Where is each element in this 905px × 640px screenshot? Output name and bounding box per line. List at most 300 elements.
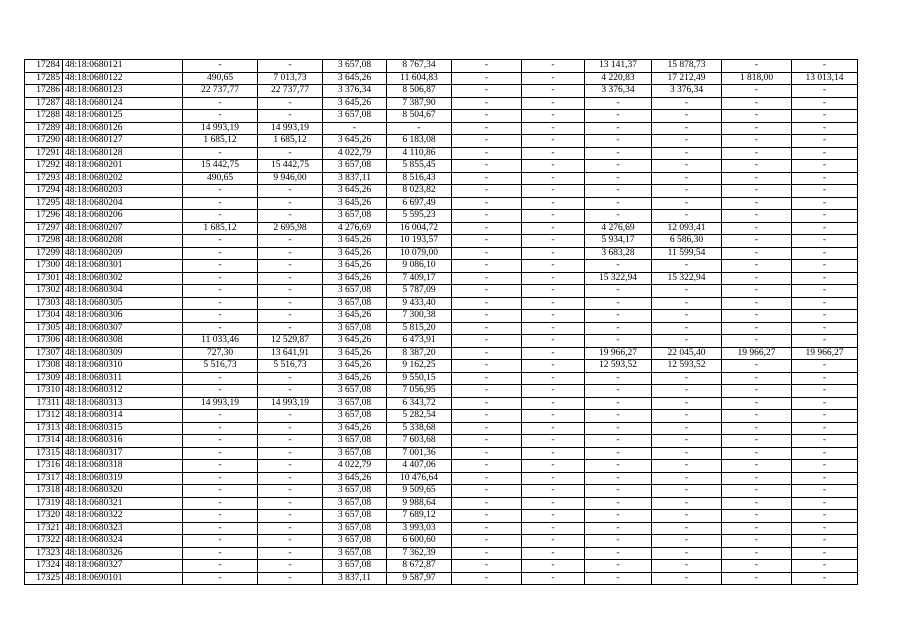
cell-col-12: -	[792, 160, 858, 173]
table-row	[25, 410, 858, 423]
cell-col-4: -	[258, 322, 323, 335]
cell-col-6: 5 787,09	[387, 285, 452, 298]
cell-col-3: -	[183, 185, 258, 198]
cell-col-11: -	[722, 472, 792, 485]
cell-col-5: 3 645,26	[323, 97, 387, 110]
cell-col-11: -	[722, 222, 792, 235]
cell-col-5: 3 657,08	[323, 410, 387, 423]
cell-col-5: 3 645,26	[323, 272, 387, 285]
cell-col-3: -	[183, 297, 258, 310]
cell-col-5: 3 645,26	[323, 372, 387, 385]
cell-col-10: -	[652, 397, 722, 410]
cell-col-12: 19 966,27	[792, 347, 858, 360]
cell-col-7: -	[452, 447, 522, 460]
cell-col-12: -	[792, 372, 858, 385]
cell-col-10: -	[652, 260, 722, 273]
cell-col-6: 5 815,20	[387, 322, 452, 335]
cell-col-6: 9 550,15	[387, 372, 452, 385]
cell-col-9: 4 220,83	[585, 72, 652, 85]
table-row	[25, 572, 858, 585]
cell-col-3: -	[183, 260, 258, 273]
cell-col-8: -	[522, 435, 585, 448]
cell-cadastral-number: 48:18:0680312	[63, 385, 183, 398]
cell-col-11: -	[722, 160, 792, 173]
cell-col-3: -	[183, 272, 258, 285]
cell-col-10: -	[652, 310, 722, 323]
cell-col-9: -	[585, 397, 652, 410]
table-row	[25, 435, 858, 448]
cell-col-7: -	[452, 222, 522, 235]
cell-col-12: -	[792, 172, 858, 185]
cell-col-6: 7 689,12	[387, 510, 452, 523]
cell-col-12: -	[792, 60, 858, 73]
cell-col-10: -	[652, 322, 722, 335]
cell-col-12: -	[792, 472, 858, 485]
cell-cadastral-number: 48:18:0680123	[63, 85, 183, 98]
cell-col-12: -	[792, 197, 858, 210]
cell-col-3: 5 516,73	[183, 360, 258, 373]
table-row	[25, 397, 858, 410]
cell-col-9: -	[585, 110, 652, 123]
cell-col-6: 7 300,38	[387, 310, 452, 323]
cell-col-4: -	[258, 485, 323, 498]
cell-col-8: -	[522, 410, 585, 423]
cell-col-7: -	[452, 435, 522, 448]
cell-col-8: -	[522, 535, 585, 548]
cell-col-10: -	[652, 547, 722, 560]
cell-col-8: -	[522, 360, 585, 373]
cell-col-11: -	[722, 485, 792, 498]
table-row	[25, 297, 858, 310]
cell-col-10: -	[652, 372, 722, 385]
cell-col-4: -	[258, 447, 323, 460]
cell-col-10: -	[652, 297, 722, 310]
cell-col-7: -	[452, 210, 522, 223]
table-row	[25, 485, 858, 498]
cell-cadastral-number: 48:18:0680207	[63, 222, 183, 235]
cell-col-11: -	[722, 497, 792, 510]
cell-col-9: 3 376,34	[585, 85, 652, 98]
cell-col-10: 17 212,49	[652, 72, 722, 85]
cell-col-6: 5 855,45	[387, 160, 452, 173]
cell-col-10: -	[652, 497, 722, 510]
cell-col-12: -	[792, 447, 858, 460]
cell-row-number: 17313	[25, 422, 63, 435]
cell-col-11: -	[722, 210, 792, 223]
cell-col-5: 3 657,08	[323, 285, 387, 298]
cell-cadastral-number: 48:18:0680311	[63, 372, 183, 385]
cell-col-11: 19 966,27	[722, 347, 792, 360]
cell-col-11: -	[722, 172, 792, 185]
cell-col-4: -	[258, 60, 323, 73]
cell-col-7: -	[452, 547, 522, 560]
cell-col-5: 3 657,08	[323, 60, 387, 73]
cell-col-11: -	[722, 572, 792, 585]
cell-col-8: -	[522, 247, 585, 260]
cell-col-6: 8 506,87	[387, 85, 452, 98]
cell-row-number: 17322	[25, 535, 63, 548]
cell-col-4: -	[258, 547, 323, 560]
cell-col-4: -	[258, 185, 323, 198]
cell-col-4: -	[258, 535, 323, 548]
cell-col-10: -	[652, 435, 722, 448]
cell-cadastral-number: 48:18:0680301	[63, 260, 183, 273]
cell-col-7: -	[452, 535, 522, 548]
cell-col-5: 3 657,08	[323, 110, 387, 123]
cell-col-4: -	[258, 522, 323, 535]
table-row	[25, 385, 858, 398]
cell-col-10: 12 093,41	[652, 222, 722, 235]
cell-row-number: 17299	[25, 247, 63, 260]
cell-col-3: -	[183, 410, 258, 423]
cell-col-7: -	[452, 422, 522, 435]
cell-col-5: 3 645,26	[323, 197, 387, 210]
cell-col-6: 5 282,54	[387, 410, 452, 423]
cell-col-4: -	[258, 197, 323, 210]
cell-col-8: -	[522, 397, 585, 410]
cell-col-3: -	[183, 147, 258, 160]
cell-cadastral-number: 48:18:0680305	[63, 297, 183, 310]
table-row	[25, 247, 858, 260]
cell-col-7: -	[452, 60, 522, 73]
cell-cadastral-number: 48:18:0680201	[63, 160, 183, 173]
cell-col-9: -	[585, 447, 652, 460]
cell-col-3: -	[183, 247, 258, 260]
cell-col-4: -	[258, 210, 323, 223]
cell-row-number: 17290	[25, 135, 63, 148]
cell-col-8: -	[522, 160, 585, 173]
cell-col-10: 11 599,54	[652, 247, 722, 260]
cell-col-11: -	[722, 560, 792, 573]
cell-col-10: -	[652, 97, 722, 110]
cell-col-9: -	[585, 97, 652, 110]
cell-col-8: -	[522, 447, 585, 460]
table-row	[25, 535, 858, 548]
table-row	[25, 110, 858, 123]
cell-col-10: -	[652, 197, 722, 210]
cell-col-8: -	[522, 422, 585, 435]
cell-col-11: 1 818,00	[722, 72, 792, 85]
cell-cadastral-number: 48:18:0680326	[63, 547, 183, 560]
cell-col-4: 12 529,87	[258, 335, 323, 348]
cell-col-3: -	[183, 97, 258, 110]
cell-col-12: -	[792, 572, 858, 585]
cell-col-8: -	[522, 522, 585, 535]
cell-col-4: 15 442,75	[258, 160, 323, 173]
cell-col-8: -	[522, 85, 585, 98]
cell-col-11: -	[722, 135, 792, 148]
cell-cadastral-number: 48:18:0680323	[63, 522, 183, 535]
cell-col-9: -	[585, 135, 652, 148]
cell-col-4: -	[258, 110, 323, 123]
cell-col-8: -	[522, 485, 585, 498]
cell-col-12: -	[792, 460, 858, 473]
cell-col-10: -	[652, 535, 722, 548]
cell-row-number: 17308	[25, 360, 63, 373]
cell-col-4: -	[258, 422, 323, 435]
cell-col-11: -	[722, 360, 792, 373]
table-row	[25, 310, 858, 323]
cell-col-3: -	[183, 460, 258, 473]
cell-col-7: -	[452, 472, 522, 485]
cell-col-10: 12 593,52	[652, 360, 722, 373]
cell-col-9: -	[585, 485, 652, 498]
cell-row-number: 17309	[25, 372, 63, 385]
cell-col-12: -	[792, 285, 858, 298]
cell-col-5: 3 837,11	[323, 572, 387, 585]
cell-col-8: -	[522, 285, 585, 298]
cell-cadastral-number: 48:18:0680319	[63, 472, 183, 485]
cell-col-7: -	[452, 460, 522, 473]
cell-col-11: -	[722, 97, 792, 110]
cell-col-10: -	[652, 172, 722, 185]
cell-col-8: -	[522, 147, 585, 160]
cell-col-7: -	[452, 335, 522, 348]
cell-col-12: -	[792, 485, 858, 498]
cell-col-6: 8 504,67	[387, 110, 452, 123]
cell-col-6: 9 587,97	[387, 572, 452, 585]
cell-cadastral-number: 48:18:0680203	[63, 185, 183, 198]
cell-col-3: -	[183, 510, 258, 523]
cell-col-12: -	[792, 410, 858, 423]
cell-col-11: -	[722, 122, 792, 135]
cell-row-number: 17310	[25, 385, 63, 398]
cell-col-7: -	[452, 285, 522, 298]
cell-col-11: -	[722, 422, 792, 435]
cell-row-number: 17302	[25, 285, 63, 298]
cell-row-number: 17284	[25, 60, 63, 73]
cell-col-5: 3 657,08	[323, 160, 387, 173]
table-row	[25, 122, 858, 135]
cell-col-12: -	[792, 560, 858, 573]
cell-col-7: -	[452, 410, 522, 423]
cell-col-4: 14 993,19	[258, 122, 323, 135]
table-row	[25, 210, 858, 223]
cell-col-5: 3 657,08	[323, 322, 387, 335]
cell-col-8: -	[522, 572, 585, 585]
cell-row-number: 17321	[25, 522, 63, 535]
cell-col-5: 3 657,08	[323, 510, 387, 523]
cell-col-5: 3 657,08	[323, 497, 387, 510]
cell-col-11: -	[722, 235, 792, 248]
cell-col-12: -	[792, 385, 858, 398]
cell-col-11: -	[722, 85, 792, 98]
table-row	[25, 135, 858, 148]
cell-col-12: -	[792, 235, 858, 248]
cell-col-5: 4 022,79	[323, 147, 387, 160]
cell-col-4: 2 695,98	[258, 222, 323, 235]
cell-col-6: 6 697,49	[387, 197, 452, 210]
cell-col-6: 6 343,72	[387, 397, 452, 410]
cell-col-9: -	[585, 547, 652, 560]
cell-col-6: 7 387,90	[387, 97, 452, 110]
cell-col-9: 12 593,52	[585, 360, 652, 373]
cell-col-3: 14 993,19	[183, 122, 258, 135]
cell-row-number: 17287	[25, 97, 63, 110]
cell-col-8: -	[522, 347, 585, 360]
cell-col-4: 5 516,73	[258, 360, 323, 373]
cell-col-12: -	[792, 272, 858, 285]
cell-col-7: -	[452, 360, 522, 373]
cell-col-10: -	[652, 460, 722, 473]
table-row	[25, 372, 858, 385]
cell-col-10: -	[652, 210, 722, 223]
cell-col-4: -	[258, 460, 323, 473]
cell-col-5: 3 645,26	[323, 72, 387, 85]
cell-col-7: -	[452, 197, 522, 210]
cell-col-9: -	[585, 572, 652, 585]
cell-col-6: 10 193,57	[387, 235, 452, 248]
cell-col-10: -	[652, 560, 722, 573]
cell-row-number: 17304	[25, 310, 63, 323]
cell-row-number: 17289	[25, 122, 63, 135]
cell-col-6: -	[387, 122, 452, 135]
cell-col-11: -	[722, 322, 792, 335]
cell-col-8: -	[522, 97, 585, 110]
cell-row-number: 17314	[25, 435, 63, 448]
cell-col-9: -	[585, 147, 652, 160]
cell-row-number: 17306	[25, 335, 63, 348]
cell-col-10: 22 045,40	[652, 347, 722, 360]
cell-col-8: -	[522, 172, 585, 185]
cell-row-number: 17315	[25, 447, 63, 460]
cell-col-10: -	[652, 185, 722, 198]
cell-col-5: 3 645,26	[323, 360, 387, 373]
cell-col-9: -	[585, 322, 652, 335]
cell-cadastral-number: 48:18:0680317	[63, 447, 183, 460]
cell-col-5: 3 657,08	[323, 485, 387, 498]
cell-row-number: 17323	[25, 547, 63, 560]
cell-row-number: 17307	[25, 347, 63, 360]
cell-cadastral-number: 48:18:0680327	[63, 560, 183, 573]
cell-col-3: -	[183, 447, 258, 460]
cell-col-11: -	[722, 397, 792, 410]
cell-col-12: -	[792, 97, 858, 110]
cell-col-6: 16 004,72	[387, 222, 452, 235]
cell-col-6: 11 604,83	[387, 72, 452, 85]
cell-cadastral-number: 48:18:0680202	[63, 172, 183, 185]
table-row	[25, 497, 858, 510]
cell-row-number: 17305	[25, 322, 63, 335]
cell-col-3: -	[183, 560, 258, 573]
cell-col-10: -	[652, 110, 722, 123]
cell-row-number: 17319	[25, 497, 63, 510]
cell-col-10: -	[652, 510, 722, 523]
cell-row-number: 17311	[25, 397, 63, 410]
table-row	[25, 360, 858, 373]
cell-col-10: -	[652, 147, 722, 160]
cell-col-3: -	[183, 535, 258, 548]
cell-col-7: -	[452, 85, 522, 98]
cell-col-12: -	[792, 522, 858, 535]
cell-col-6: 5 338,68	[387, 422, 452, 435]
cell-col-12: -	[792, 210, 858, 223]
cell-col-3: -	[183, 497, 258, 510]
table-row	[25, 447, 858, 460]
cell-col-8: -	[522, 385, 585, 398]
cell-col-11: -	[722, 460, 792, 473]
cell-col-10: -	[652, 422, 722, 435]
table-row	[25, 235, 858, 248]
cell-col-9: -	[585, 385, 652, 398]
table-row	[25, 147, 858, 160]
cell-col-9: -	[585, 160, 652, 173]
cell-col-6: 7 362,39	[387, 547, 452, 560]
cell-row-number: 17317	[25, 472, 63, 485]
cell-cadastral-number: 48:18:0680320	[63, 485, 183, 498]
cell-col-6: 6 473,91	[387, 335, 452, 348]
cell-col-6: 8 516,43	[387, 172, 452, 185]
table-row	[25, 510, 858, 523]
cell-col-12: -	[792, 310, 858, 323]
cell-row-number: 17286	[25, 85, 63, 98]
cell-col-5: 3 657,08	[323, 297, 387, 310]
cell-col-3: -	[183, 472, 258, 485]
cell-col-9: -	[585, 172, 652, 185]
cell-col-5: 3 645,26	[323, 335, 387, 348]
cell-col-12: -	[792, 85, 858, 98]
cell-col-11: -	[722, 310, 792, 323]
cell-col-11: -	[722, 447, 792, 460]
cell-col-3: -	[183, 197, 258, 210]
cell-cadastral-number: 48:18:0680314	[63, 410, 183, 423]
cell-col-3: -	[183, 310, 258, 323]
cell-col-5: 3 645,26	[323, 310, 387, 323]
cell-col-4: -	[258, 385, 323, 398]
cell-col-4: -	[258, 472, 323, 485]
cell-col-3: -	[183, 235, 258, 248]
cell-cadastral-number: 48:18:0680208	[63, 235, 183, 248]
cell-cadastral-number: 48:18:0680316	[63, 435, 183, 448]
cell-col-7: -	[452, 272, 522, 285]
cell-col-5: 4 022,79	[323, 460, 387, 473]
cell-col-7: -	[452, 297, 522, 310]
cell-col-11: -	[722, 522, 792, 535]
cell-col-6: 9 433,40	[387, 297, 452, 310]
cell-col-3: 490,65	[183, 72, 258, 85]
cell-col-8: -	[522, 460, 585, 473]
cell-row-number: 17303	[25, 297, 63, 310]
cell-col-5: 3 657,08	[323, 397, 387, 410]
cell-col-11: -	[722, 247, 792, 260]
cell-col-10: -	[652, 160, 722, 173]
cell-col-4: -	[258, 310, 323, 323]
cell-col-3: 727,30	[183, 347, 258, 360]
cell-col-4: 22 737,77	[258, 85, 323, 98]
cell-col-5: 4 276,69	[323, 222, 387, 235]
cell-col-8: -	[522, 122, 585, 135]
cell-col-12: -	[792, 510, 858, 523]
cell-row-number: 17285	[25, 72, 63, 85]
cell-col-8: -	[522, 235, 585, 248]
cell-row-number: 17324	[25, 560, 63, 573]
cell-col-8: -	[522, 135, 585, 148]
cell-col-3: 11 033,46	[183, 335, 258, 348]
cell-col-6: 8 672,87	[387, 560, 452, 573]
cell-col-12: -	[792, 547, 858, 560]
table-row	[25, 422, 858, 435]
cell-col-4: -	[258, 497, 323, 510]
cell-col-5: 3 837,11	[323, 172, 387, 185]
cell-col-3: -	[183, 210, 258, 223]
cell-col-12: -	[792, 110, 858, 123]
cell-col-11: -	[722, 335, 792, 348]
cell-col-9: -	[585, 522, 652, 535]
cell-col-6: 9 509,65	[387, 485, 452, 498]
cell-row-number: 17300	[25, 260, 63, 273]
cell-col-4: 1 685,12	[258, 135, 323, 148]
cell-col-3: 490,65	[183, 172, 258, 185]
